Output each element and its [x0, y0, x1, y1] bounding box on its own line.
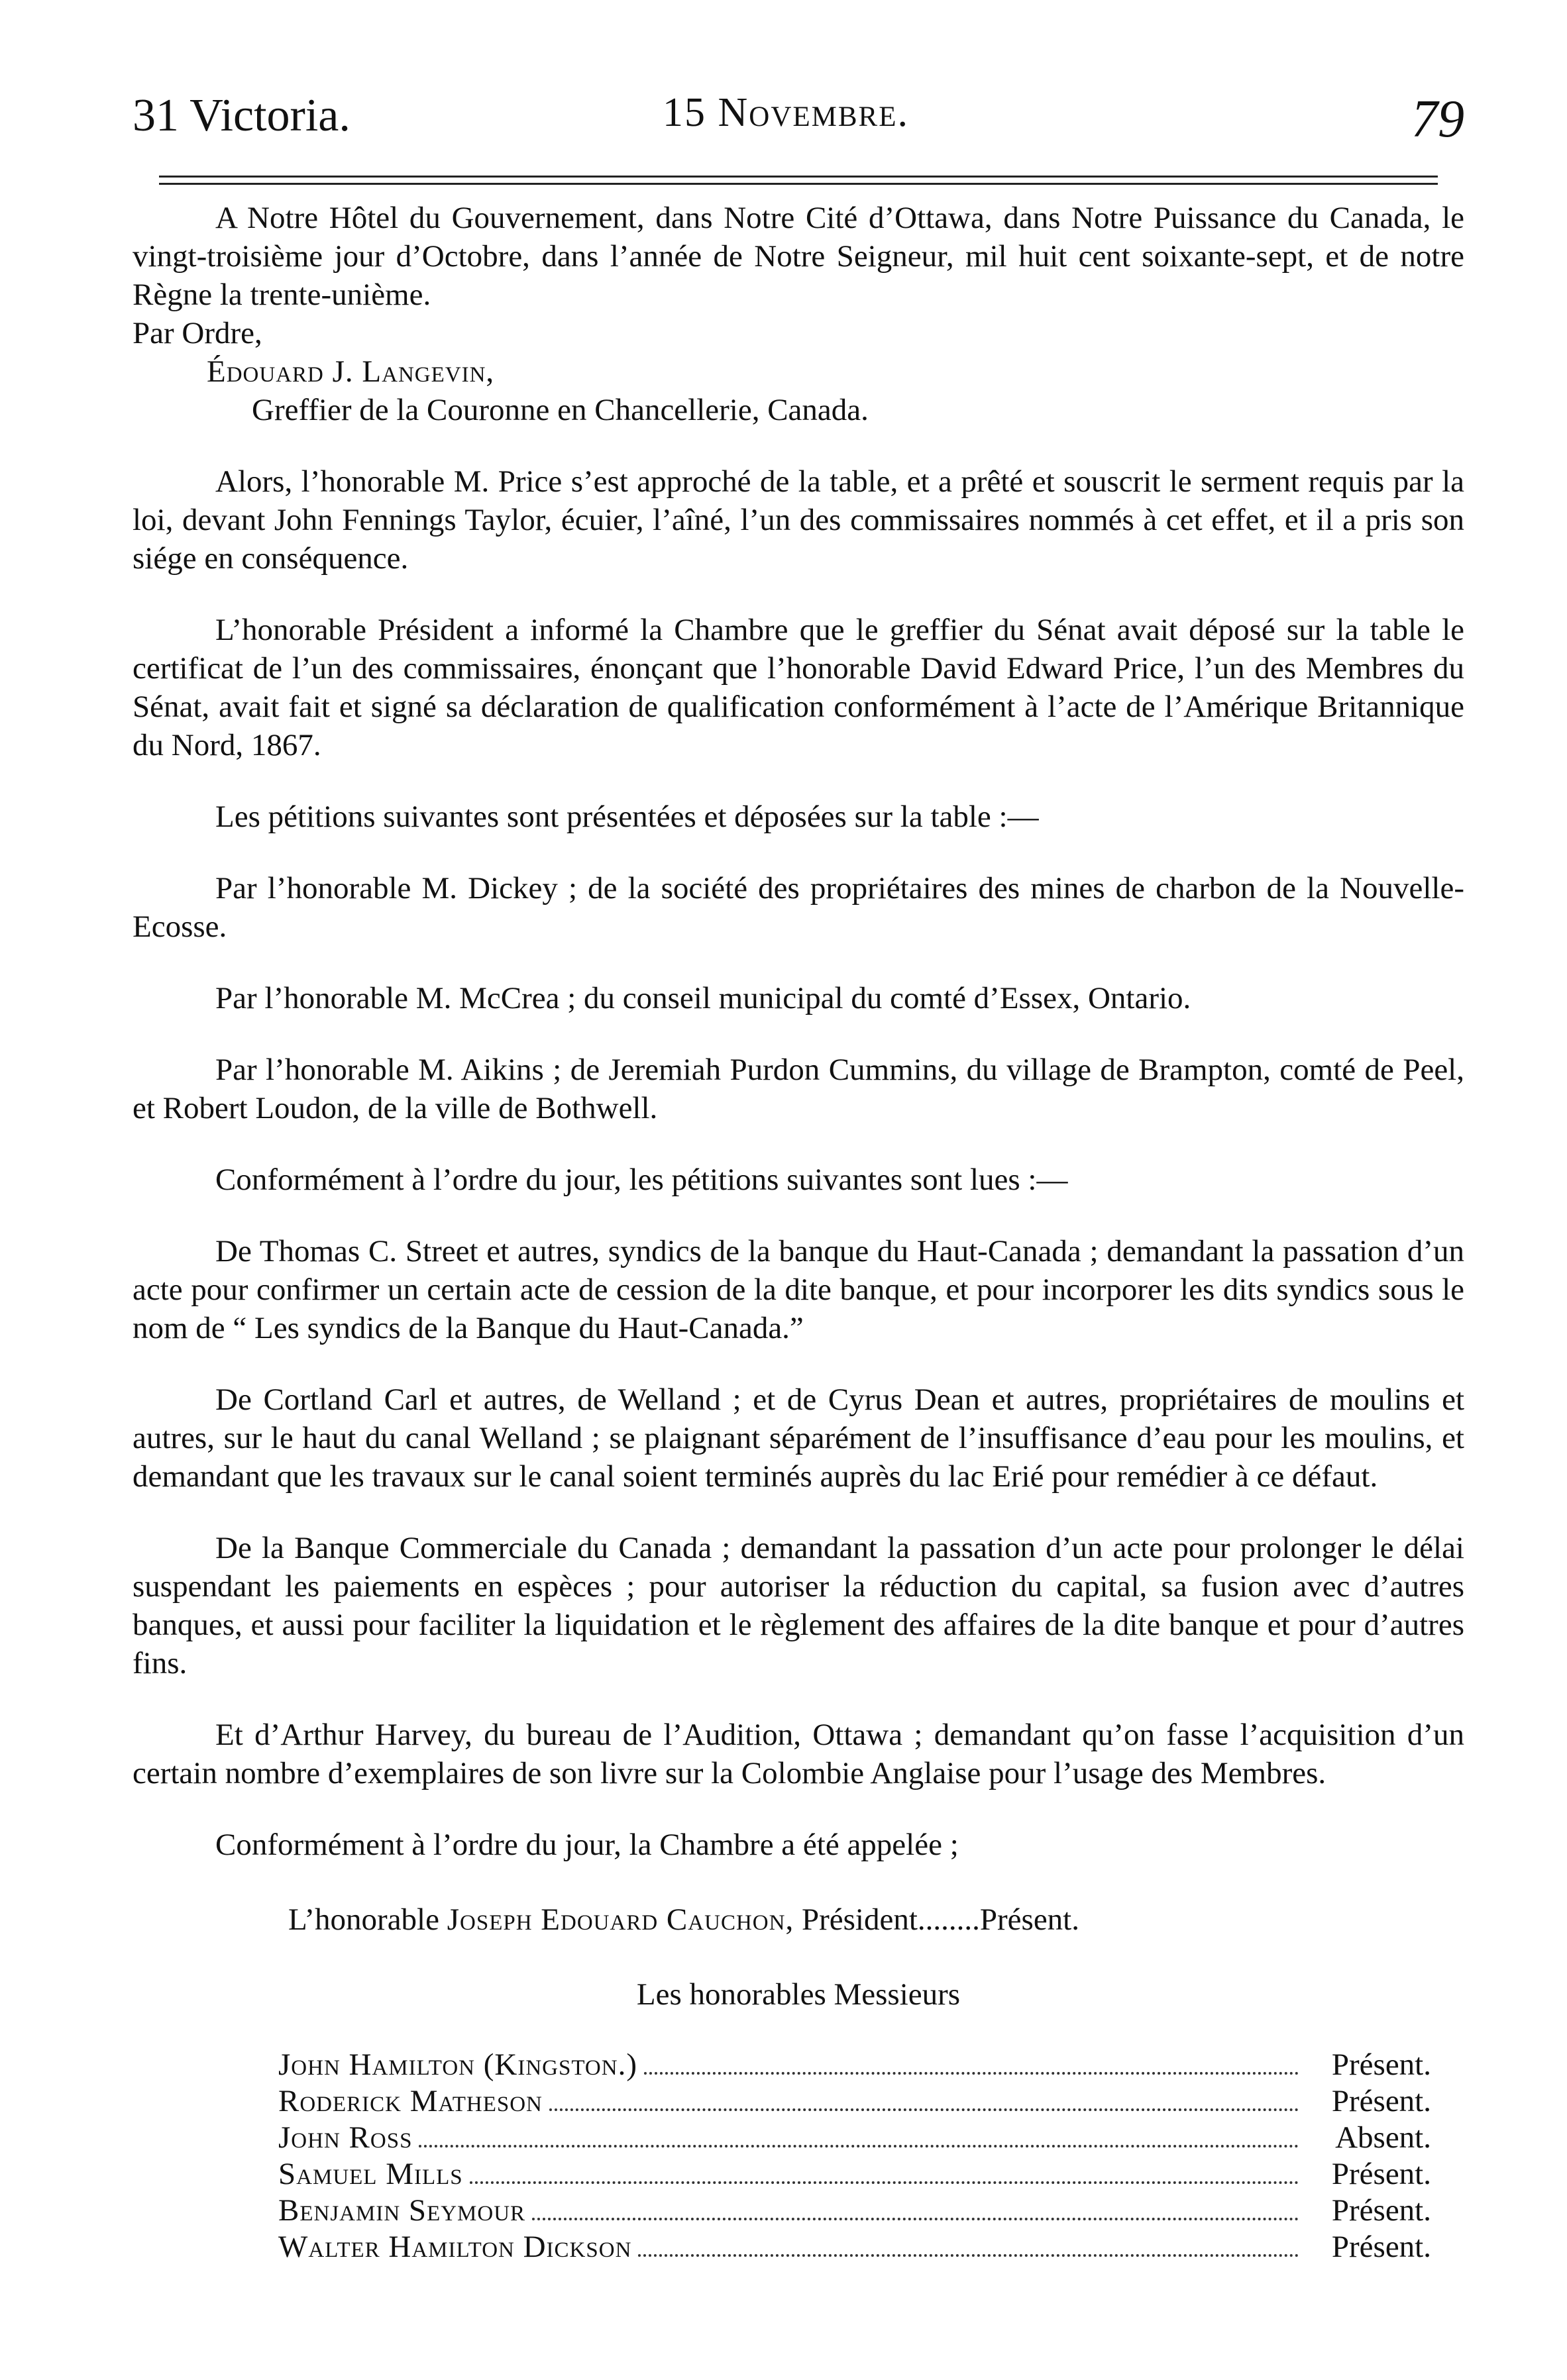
petition-banque-commerciale: De la Banque Commerciale du Canada ; demandant la passation d’un acte pour prolonger le délai suspendant les paiements en espèces ; pour autoriser la réduction du capital, sa fusion avec d’autres banques, et aussi pour faciliter la liquidation et le règlement des affaires de la dite banque et pour d’autres fins.: [133, 1531, 1464, 1681]
member-name: Walter Hamilton Dickson: [278, 2230, 632, 2264]
petition-dickey: Par l’honorable M. Dickey ; de la société des propriétaires des mines de charbon de la Nouvelle-Ecosse.: [133, 871, 1464, 944]
header-date: 15 Novembre.: [663, 90, 910, 135]
proclamation-text: A Notre Hôtel du Gouvernement, dans Notre Cité d’Ottawa, dans Notre Puissance du Canada, le vingt-troisième jour d’Octobre, dans l’année de Notre Seigneur, mil huit cent soixante-sept, et de notre Règne la trente-unième.: [133, 201, 1464, 312]
members-heading: Les honorables Messieurs: [636, 1977, 961, 2012]
par-ordre: Par Ordre,: [133, 316, 262, 350]
petition-street: De Thomas C. Street et autres, syndics de la banque du Haut-Canada ; demandant la passation d’un acte pour confirmer un certain acte de cession de la dite banque, et pour incorporer les dits syndics sous le nom de “ Les syndics de la Banque du Haut-Canada.”: [133, 1234, 1464, 1345]
president-role: Président: [801, 1902, 918, 1937]
member-status: Absent.: [1335, 2120, 1431, 2155]
member-list: [278, 2045, 1431, 2264]
member-status: Présent.: [1331, 2157, 1431, 2191]
member-status: Présent.: [1331, 2230, 1431, 2264]
page-header: [133, 53, 1464, 152]
list-item: [278, 2228, 1431, 2264]
president-line: L’honorable Joseph Edouard Cauchon, Président........Présent.: [288, 1902, 1079, 1937]
signatory-name: Édouard J. Langevin,: [207, 354, 495, 389]
petition-aikins: Par l’honorable M. Aikins ; de Jeremiah Purdon Cummins, du village de Brampton, comté de Peel, et Robert Loudon, de la ville de Bothwell.: [133, 1053, 1464, 1125]
list-item: [278, 2082, 1431, 2118]
member-status: Présent.: [1331, 2193, 1431, 2228]
leader-dots: [470, 2181, 1299, 2184]
leader-dots: [419, 2145, 1299, 2147]
leader-dots: [549, 2108, 1299, 2111]
list-item: [278, 2045, 1431, 2082]
header-rule-second: [159, 183, 1438, 185]
president-prefix: L’honorable: [288, 1902, 439, 1937]
president-status: Présent.: [979, 1902, 1079, 1937]
page-body: [133, 199, 1464, 2264]
paragraph-certificat: L’honorable Président a informé la Chambre que le greffier du Sénat avait déposé sur la table le certificat de l’un des commissaires, énonçant que l’honorable David Edward Price, l’un des Membres du Sénat, avait fait et signé sa déclaration de qualification conformément à l’acte de l’Amérique Britannique du Nord, 1867.: [133, 613, 1464, 762]
list-item: [278, 2155, 1431, 2191]
list-item: [278, 2118, 1431, 2155]
member-name: Benjamin Seymour: [278, 2193, 526, 2228]
petition-mccrea: Par l’honorable M. McCrea ; du conseil municipal du comté d’Essex, Ontario.: [215, 981, 1191, 1015]
member-name: John Ross: [278, 2120, 413, 2155]
paragraph-serment: Alors, l’honorable M. Price s’est approché de la table, et a prêté et souscrit le serment requis par la loi, devant John Fennings Taylor, écuier, l’aîné, l’un des commissaires nommés à cet effet, et il a pris son siége en conséquence.: [133, 464, 1464, 576]
list-item: [278, 2191, 1431, 2228]
page-number: 79: [1411, 90, 1464, 148]
member-name: Roderick Matheson: [278, 2084, 543, 2118]
leader-dots: [644, 2072, 1299, 2075]
roll-call-intro: Conformément à l’ordre du jour, la Chambre a été appelée ;: [215, 1828, 959, 1862]
member-status: Présent.: [1331, 2084, 1431, 2118]
leader-dots: [638, 2254, 1299, 2257]
petition-carl: De Cortland Carl et autres, de Welland ; et de Cyrus Dean et autres, propriétaires de moulins et autres, sur le haut du canal Welland ; se plaignant séparément de l’insuffisance d’eau pour les moulins, et demandant que les travaux sur le canal soient terminés auprès du lac Erié pour remédier à ce défaut.: [133, 1382, 1464, 1494]
member-status: Présent.: [1331, 2047, 1431, 2082]
signatory-title: Greffier de la Couronne en Chancellerie, Canada.: [252, 393, 869, 427]
petitions-intro: Les pétitions suivantes sont présentées et déposées sur la table :—: [215, 800, 1039, 834]
president-name: Joseph Edouard Cauchon,: [447, 1902, 794, 1937]
leader-dots: [532, 2218, 1299, 2220]
header-rule: [159, 176, 1438, 178]
petition-harvey: Et d’Arthur Harvey, du bureau de l’Audition, Ottawa ; demandant qu’on fasse l’acquisition d’un certain nombre d’exemplaires de son livre sur la Colombie Anglaise pour l’usage des Membres.: [133, 1718, 1464, 1790]
header-session: 31 Victoria.: [133, 90, 351, 141]
member-name: Samuel Mills: [278, 2157, 463, 2191]
member-name: John Hamilton (Kingston.): [278, 2047, 637, 2082]
petitions-read-intro: Conformément à l’ordre du jour, les pétitions suivantes sont lues :—: [215, 1163, 1068, 1197]
